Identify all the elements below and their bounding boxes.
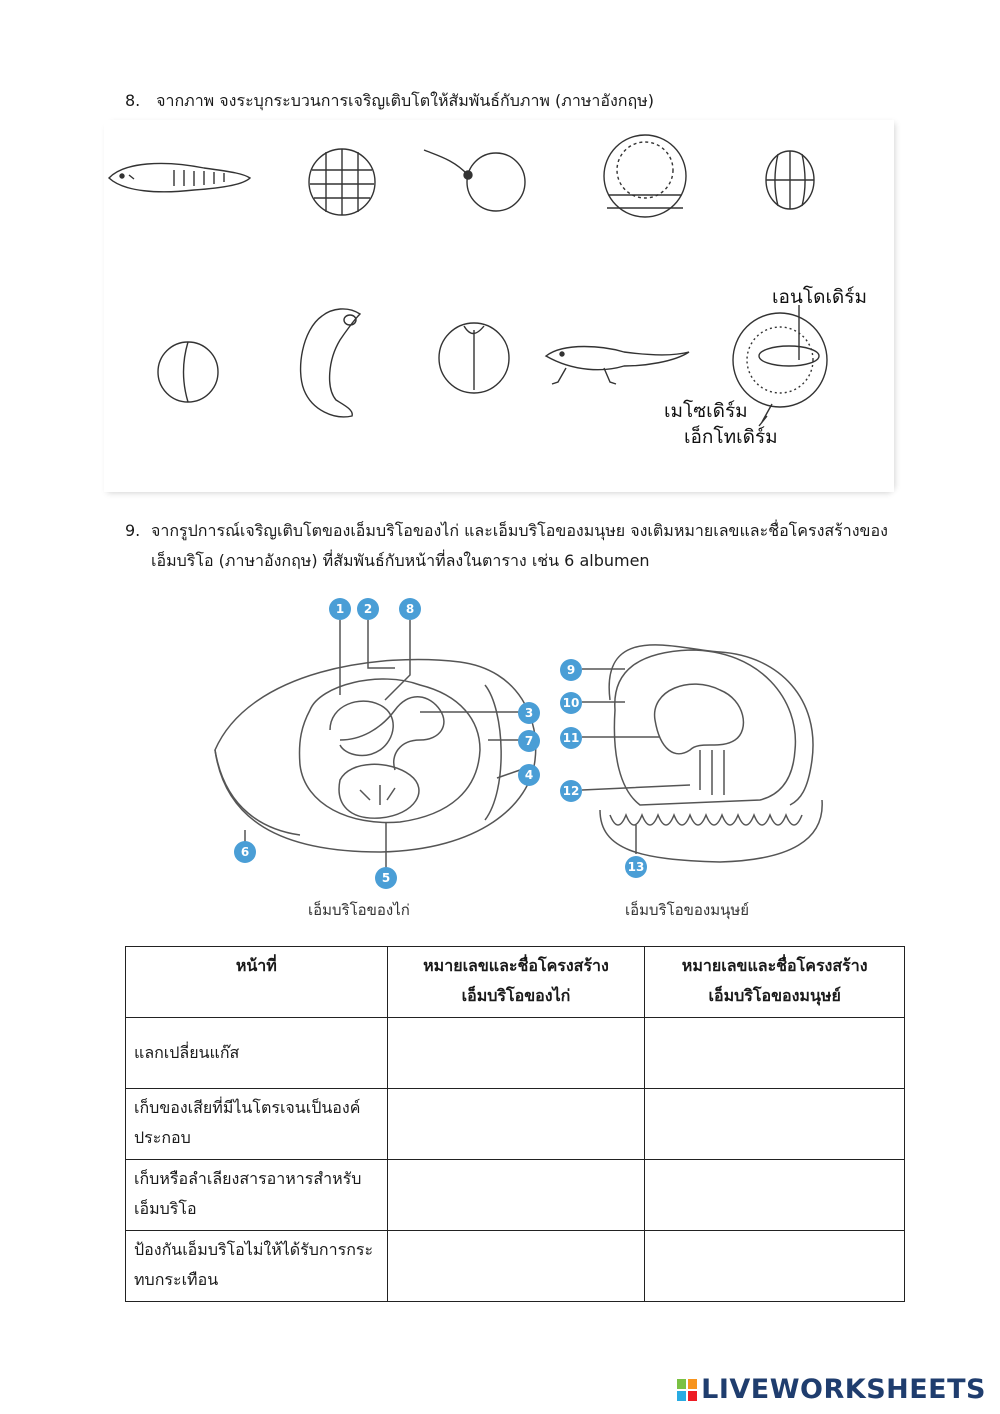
answer-cell-human[interactable] bbox=[645, 1089, 905, 1160]
question-text-line2: เอ็มบริโอ (ภาษาอังกฤษ) ที่สัมพันธ์กับหน้าที่ลงในตาราง เช่น 6 albumen bbox=[151, 551, 650, 570]
header-human: หมายเลขและชื่อโครงสร้าง เอ็มบริโอของมนุษย์ bbox=[645, 947, 905, 1018]
answer-cell-chick[interactable] bbox=[387, 1089, 645, 1160]
answer-cell-chick[interactable] bbox=[387, 1018, 645, 1089]
badge-11: 11 bbox=[560, 727, 582, 749]
badge-4: 4 bbox=[518, 764, 540, 786]
badge-8: 8 bbox=[399, 598, 421, 620]
label-mesoderm: เมโซเดิร์ม bbox=[664, 400, 748, 422]
badge-2: 2 bbox=[357, 598, 379, 620]
question-text: จากภาพ จงระบุกระบวนการเจริญเติบโตให้สัมพันธ์กับภาพ (ภาษาอังกฤษ) bbox=[156, 91, 654, 110]
badge-1: 1 bbox=[329, 598, 351, 620]
human-embryo-caption: เอ็มบริโอของมนุษย์ bbox=[625, 901, 750, 919]
badge-13: 13 bbox=[625, 856, 647, 878]
answer-cell-chick[interactable] bbox=[387, 1231, 645, 1302]
question-number: 9. bbox=[125, 521, 141, 540]
embryo-drawings bbox=[0, 590, 1000, 930]
answer-cell-human[interactable] bbox=[645, 1018, 905, 1089]
chick-embryo-caption: เอ็มบริโอของไก่ bbox=[308, 901, 410, 919]
liveworksheets-logo-icon bbox=[677, 1379, 697, 1401]
row-function: เก็บของเสียที่มีไนโตรเจนเป็นองค์ประกอบ bbox=[126, 1089, 388, 1160]
answer-cell-human[interactable] bbox=[645, 1160, 905, 1231]
badge-3: 3 bbox=[518, 702, 540, 724]
table-row bbox=[126, 1160, 905, 1231]
answer-cell-chick[interactable] bbox=[387, 1160, 645, 1231]
liveworksheets-logo bbox=[677, 1374, 986, 1405]
question-text-line1: จากรูปการณ์เจริญเติบโตของเอ็มบริโอของไก่ และเอ็มบริโอของมนุษย จงเติมหมายเลขและชื่อโครงสร้างของ bbox=[151, 521, 888, 540]
badge-5: 5 bbox=[375, 867, 397, 889]
row-function: ป้องกันเอ็มบริโอไม่ให้ได้รับการกระทบกระเทือน bbox=[126, 1231, 388, 1302]
question-8 bbox=[125, 86, 654, 116]
answer-table bbox=[125, 946, 905, 1302]
badge-12: 12 bbox=[560, 780, 582, 802]
row-function: แลกเปลี่ยนแก๊ส bbox=[126, 1018, 388, 1089]
header-function: หน้าที่ bbox=[126, 947, 388, 1018]
embryo-comparison-diagram bbox=[0, 590, 1000, 930]
liveworksheets-wordmark: LIVEWORKSHEETS bbox=[701, 1374, 986, 1405]
badge-6: 6 bbox=[234, 841, 256, 863]
label-endoderm: เอนโดเดิร์ม bbox=[772, 286, 867, 308]
table-row bbox=[126, 1231, 905, 1302]
table-row bbox=[126, 1089, 905, 1160]
answer-cell-human[interactable] bbox=[645, 1231, 905, 1302]
table-header-row bbox=[126, 947, 905, 1018]
question-number: 8. bbox=[125, 91, 141, 110]
badge-9: 9 bbox=[560, 659, 582, 681]
label-ectoderm: เอ็กโทเดิร์ม bbox=[684, 426, 778, 448]
badge-10: 10 bbox=[560, 692, 582, 714]
row-function: เก็บหรือลำเลียงสารอาหารสำหรับเอ็มบริโอ bbox=[126, 1160, 388, 1231]
embryo-stages-panel bbox=[104, 120, 894, 492]
header-chick: หมายเลขและชื่อโครงสร้าง เอ็มบริโอของไก่ bbox=[387, 947, 645, 1018]
table-row bbox=[126, 1018, 905, 1089]
badge-7: 7 bbox=[518, 730, 540, 752]
question-9 bbox=[125, 516, 905, 576]
